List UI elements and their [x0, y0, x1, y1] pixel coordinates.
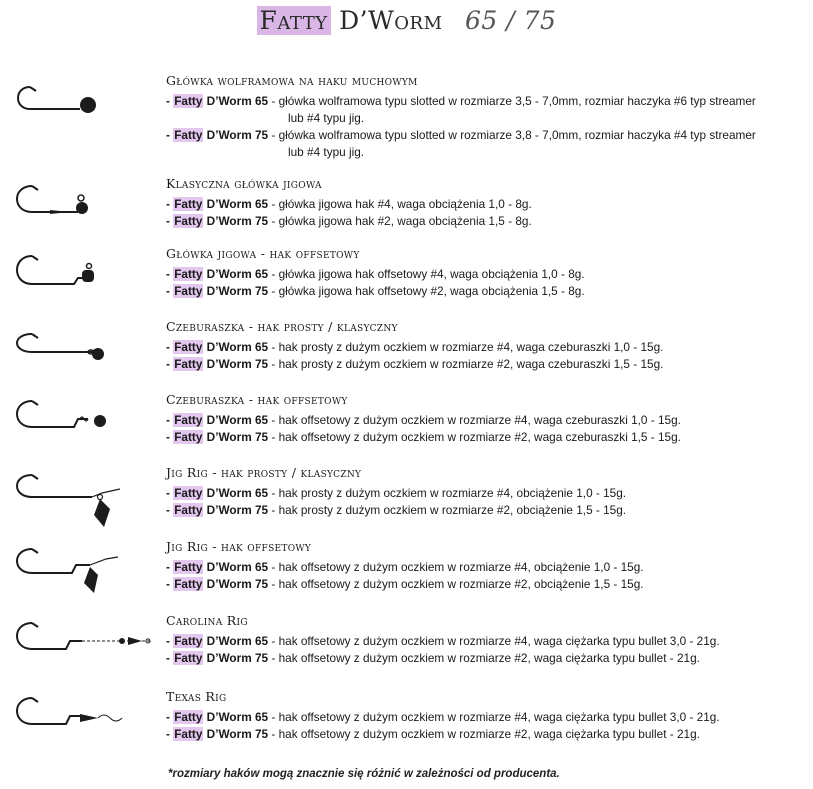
product-description: - główka jigowa hak #4, waga obciążenia 1,0 - 8g. — [268, 197, 532, 211]
product-model: D’Worm 65 — [203, 267, 269, 281]
jig-rig-straight-icon — [10, 471, 160, 531]
section-title: Główka jigowa - hak offsetowy — [166, 246, 360, 261]
product-model: D’Worm 75 — [203, 128, 269, 142]
product-line — [166, 559, 644, 576]
product-brand-highlight: Fatty — [174, 267, 203, 281]
section-title: Texas Rig — [166, 689, 227, 704]
bullet-dash: - — [166, 710, 174, 724]
product-model: D’Worm 75 — [203, 651, 269, 665]
product-brand-highlight: Fatty — [174, 340, 203, 354]
product-line — [166, 502, 626, 519]
section-title: Czeburaszka - hak prosty / klasyczny — [166, 319, 398, 334]
classic-jig-head-icon — [10, 184, 160, 244]
description-continuation: lub #4 typu jig. — [288, 145, 365, 159]
product-line — [166, 650, 700, 667]
product-line — [166, 127, 756, 144]
product-model: D’Worm 65 — [203, 94, 269, 108]
product-brand-highlight: Fatty — [174, 710, 203, 724]
product-model: D’Worm 65 — [203, 413, 269, 427]
brand-sizes: 65 / 75 — [464, 6, 557, 35]
cheburashka-straight-icon — [10, 324, 160, 384]
offset-jig-head-icon — [10, 254, 160, 314]
product-line — [166, 339, 663, 356]
bullet-dash: - — [166, 340, 174, 354]
bullet-dash: - — [166, 560, 174, 574]
product-model: D’Worm 65 — [203, 486, 269, 500]
product-brand-highlight: Fatty — [174, 503, 203, 517]
bullet-dash: - — [166, 486, 174, 500]
product-description: - główka jigowa hak #2, waga obciążenia 1,5 - 8g. — [268, 214, 532, 228]
product-brand-highlight: Fatty — [174, 197, 203, 211]
product-line — [166, 213, 532, 230]
section-title: Jig Rig - hak offsetowy — [166, 539, 312, 554]
product-description: - hak offsetowy z dużym oczkiem w rozmiarze #4, waga ciężarka typu bullet 3,0 - 21g. — [268, 634, 720, 648]
product-line — [166, 633, 720, 650]
bullet-dash: - — [166, 727, 174, 741]
product-description: - hak offsetowy z dużym oczkiem w rozmiarze #4, waga ciężarka typu bullet 3,0 - 21g. — [268, 710, 720, 724]
product-description: - hak prosty z dużym oczkiem w rozmiarze #4, waga czeburaszki 1,0 - 15g. — [268, 340, 664, 354]
product-model: D’Worm 75 — [203, 503, 269, 517]
bullet-dash: - — [166, 357, 174, 371]
product-line — [166, 283, 585, 300]
product-model: D’Worm 65 — [203, 560, 269, 574]
product-description: - hak offsetowy z dużym oczkiem w rozmiarze #2, waga ciężarka typu bullet - 21g. — [268, 651, 700, 665]
product-brand-highlight: Fatty — [174, 128, 203, 142]
bullet-dash: - — [166, 651, 174, 665]
bullet-dash: - — [166, 214, 174, 228]
product-line — [166, 576, 644, 593]
product-brand-highlight: Fatty — [174, 727, 203, 741]
product-model: D’Worm 65 — [203, 634, 269, 648]
product-description: - hak prosty z dużym oczkiem w rozmiarze #4, obciążenie 1,0 - 15g. — [268, 486, 627, 500]
cheburashka-offset-icon — [10, 397, 160, 457]
product-model: D’Worm 75 — [203, 214, 269, 228]
product-brand-highlight: Fatty — [174, 651, 203, 665]
page-title — [0, 6, 813, 35]
product-line — [166, 93, 756, 110]
bullet-dash: - — [166, 284, 174, 298]
product-description: - główka wolframowa typu slotted w rozmiarze 3,5 - 7,0mm, rozmiar haczyka #6 typ streamer — [268, 94, 756, 108]
bullet-dash: - — [166, 128, 174, 142]
section-title: Czeburaszka - hak offsetowy — [166, 392, 348, 407]
product-model: D’Worm 75 — [203, 430, 269, 444]
product-line — [166, 485, 626, 502]
texas-rig-icon — [10, 694, 160, 754]
footnote: *rozmiary haków mogą znacznie się różnić w zależności od producenta. — [168, 768, 560, 780]
product-line — [166, 726, 700, 743]
product-model: D’Worm 65 — [203, 340, 269, 354]
bullet-dash: - — [166, 634, 174, 648]
product-description: - hak offsetowy z dużym oczkiem w rozmiarze #2, obciążenie 1,5 - 15g. — [268, 577, 644, 591]
product-model: D’Worm 75 — [203, 577, 269, 591]
bullet-dash: - — [166, 503, 174, 517]
brand-highlight: Fatty — [257, 6, 331, 35]
brand-name: D’Worm — [339, 6, 443, 35]
bullet-dash: - — [166, 94, 174, 108]
product-brand-highlight: Fatty — [174, 577, 203, 591]
product-description: - hak prosty z dużym oczkiem w rozmiarze #2, waga czeburaszki 1,5 - 15g. — [268, 357, 664, 371]
product-brand-highlight: Fatty — [174, 94, 203, 108]
product-brand-highlight: Fatty — [174, 560, 203, 574]
product-model: D’Worm 75 — [203, 284, 269, 298]
product-line — [166, 196, 532, 213]
product-brand-highlight: Fatty — [174, 413, 203, 427]
section-title: Główka wolframowa na haku muchowym — [166, 73, 418, 88]
section-title: Klasyczna główka jigowa — [166, 176, 322, 191]
product-line — [166, 429, 681, 446]
product-model: D’Worm 65 — [203, 197, 269, 211]
description-continuation: lub #4 typu jig. — [288, 111, 365, 125]
product-model: D’Worm 75 — [203, 727, 269, 741]
product-line — [166, 709, 720, 726]
product-brand-highlight: Fatty — [174, 284, 203, 298]
product-model: D’Worm 65 — [203, 710, 269, 724]
product-brand-highlight: Fatty — [174, 430, 203, 444]
product-description: - główka jigowa hak offsetowy #2, waga obciążenia 1,5 - 8g. — [268, 284, 585, 298]
product-line — [166, 412, 681, 429]
product-line — [166, 356, 663, 373]
section-title: Jig Rig - hak prosty / klasyczny — [166, 465, 362, 480]
product-model: D’Worm 75 — [203, 357, 269, 371]
product-brand-highlight: Fatty — [174, 634, 203, 648]
bullet-dash: - — [166, 267, 174, 281]
product-description: - hak offsetowy z dużym oczkiem w rozmiarze #4, obciążenie 1,0 - 15g. — [268, 560, 644, 574]
product-description: - główka jigowa hak offsetowy #4, waga obciążenia 1,0 - 8g. — [268, 267, 585, 281]
product-description: - główka wolframowa typu slotted w rozmiarze 3,8 - 7,0mm, rozmiar haczyka #4 typ streamer — [268, 128, 756, 142]
bullet-dash: - — [166, 413, 174, 427]
product-description: - hak offsetowy z dużym oczkiem w rozmiarze #2, waga czeburaszki 1,5 - 15g. — [268, 430, 681, 444]
product-brand-highlight: Fatty — [174, 357, 203, 371]
product-description: - hak offsetowy z dużym oczkiem w rozmiarze #4, waga czeburaszki 1,0 - 15g. — [268, 413, 681, 427]
jig-rig-offset-icon — [10, 545, 160, 605]
product-brand-highlight: Fatty — [174, 486, 203, 500]
product-line — [166, 266, 585, 283]
bullet-dash: - — [166, 197, 174, 211]
tungsten-fly-hook-icon — [10, 79, 160, 139]
bullet-dash: - — [166, 577, 174, 591]
product-brand-highlight: Fatty — [174, 214, 203, 228]
carolina-rig-icon — [10, 619, 160, 679]
bullet-dash: - — [166, 430, 174, 444]
product-description: - hak offsetowy z dużym oczkiem w rozmiarze #2, waga ciężarka typu bullet - 21g. — [268, 727, 700, 741]
product-description: - hak prosty z dużym oczkiem w rozmiarze #2, obciążenie 1,5 - 15g. — [268, 503, 627, 517]
section-title: Carolina Rig — [166, 613, 248, 628]
